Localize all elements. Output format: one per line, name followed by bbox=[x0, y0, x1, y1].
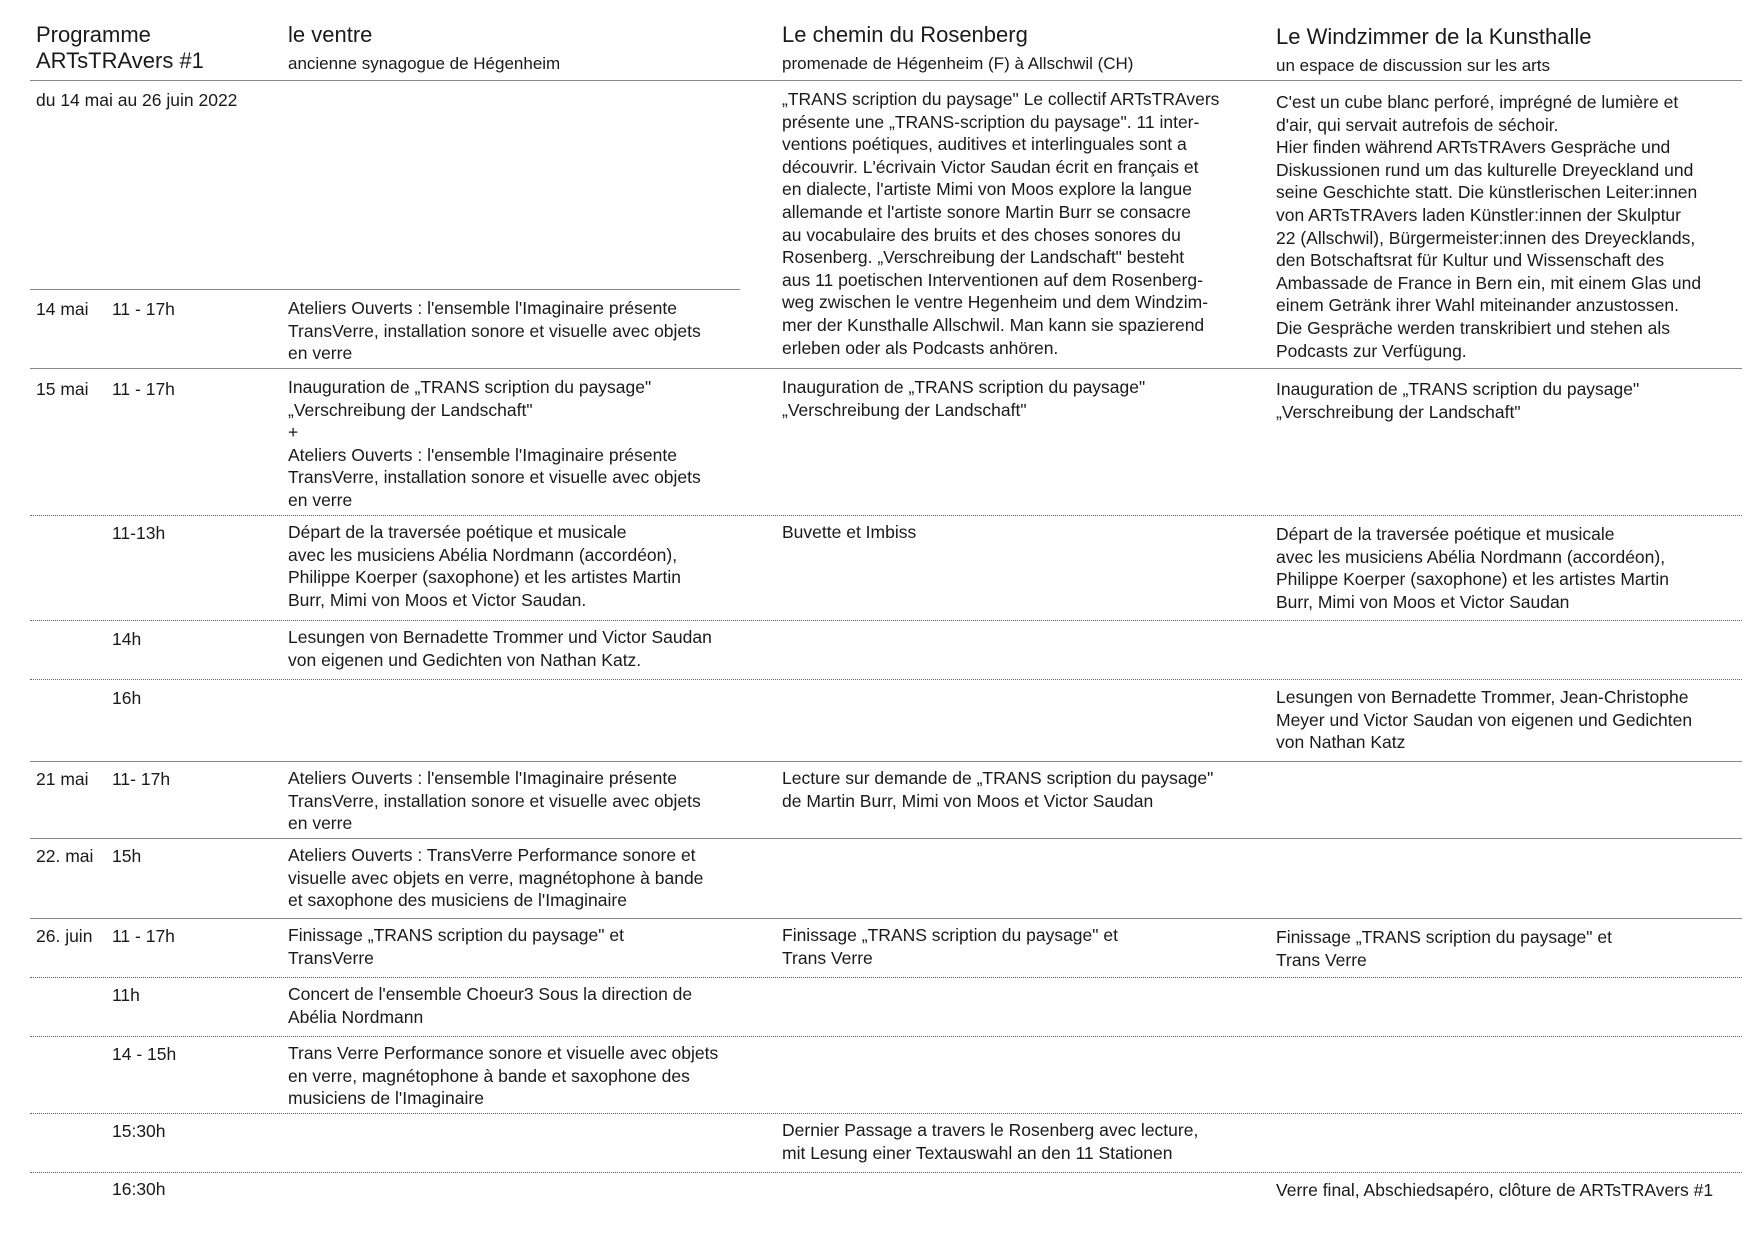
event-time: 15:30h bbox=[112, 1121, 166, 1141]
windzimmer-description: C'est un cube blanc perforé, imprégné de lumière et d'air, qui servait autrefois de séchoir. Hier finden während ARTsTRAvers Gespräche und Diskussionen rund um das kulturelle Dreyeckland und seine Geschichte statt. Die künstlerischen Leiter:innen von ARTsTRAvers laden Künstler:innen der Skulptur 22 (Allschwil), Bürgermeister:innen des Dreyecklands, den Botschaftsrat für Kultur und Wissenschaft des Ambassade de France in Bern ein, mit einem Glas und einem Getränk ihrer Wahl miteinander anzustossen. Die Gespräche werden transkribiert und stehen als Podcasts zur Verfügung. bbox=[1276, 92, 1702, 361]
event-rosenberg: Lecture sur demande de „TRANS scription du paysage" de Martin Burr, Mimi von Moos et Victor Saudan bbox=[782, 768, 1214, 811]
row-separator bbox=[30, 515, 1742, 516]
event-ventre: Finissage „TRANS scription du paysage" et TransVerre bbox=[288, 925, 624, 968]
event-ventre: Inauguration de „TRANS scription du paysage" „Verschreibung der Landschaft" + Ateliers Ouverts : l'ensemble l'Imaginaire présente TransVerre, installation sonore et visuelle avec objets en verre bbox=[288, 377, 701, 510]
rosenberg-description: „TRANS scription du paysage" Le collectif ARTsTRAvers présente une „TRANS-scription du paysage". 11 inter- ventions poétiques, auditives et interlinguales sont a découvrir. L'écrivain Victor Saudan écrit en français et en dialecte, l'artiste Mimi von Moos explore la langue allemande et l'artiste sonore Martin Burr se consacre au vocabulaire des bruits et des choses sonores du Rosenberg. „Verschreibung der Landschaft" besteht aus 11 poetischen Interventionen auf dem Rosenberg- weg zwischen le ventre Hegenheim und dem Windzim- mer der Kunsthalle Allschwil. Man kann sie spazierend erleben oder als Podcasts anhören. bbox=[782, 89, 1220, 358]
row-separator bbox=[30, 918, 1742, 919]
programme-edition: ARTsTRAvers #1 bbox=[36, 48, 204, 73]
event-time: 11 - 17h bbox=[112, 926, 175, 946]
header-rule bbox=[30, 80, 1742, 81]
event-ventre: Ateliers Ouverts : TransVerre Performance sonore et visuelle avec objets en verre, magnétophone à bande et saxophone des musiciens de l'Imaginaire bbox=[288, 845, 704, 911]
event-date: 14 mai bbox=[36, 299, 89, 319]
event-time: 11- 17h bbox=[112, 769, 171, 789]
event-ventre: Concert de l'ensemble Choeur3 Sous la direction de Abélia Nordmann bbox=[288, 984, 693, 1027]
event-ventre: Trans Verre Performance sonore et visuelle avec objets en verre, magnétophone à bande et saxophone des musiciens de l'Imaginaire bbox=[288, 1043, 719, 1109]
col-title-ventre: le ventre bbox=[288, 22, 373, 47]
event-time: 11h bbox=[112, 985, 140, 1005]
event-time: 15h bbox=[112, 846, 142, 866]
event-time: 11-13h bbox=[112, 523, 166, 543]
event-date: 21 mai bbox=[36, 769, 89, 789]
event-windzimmer: Verre final, Abschiedsapéro, clôture de ARTsTRAvers #1 bbox=[1276, 1180, 1714, 1200]
event-time: 14 - 15h bbox=[112, 1044, 177, 1064]
row-separator bbox=[30, 620, 1742, 621]
event-time: 16h bbox=[112, 688, 142, 708]
event-windzimmer: Finissage „TRANS scription du paysage" et Trans Verre bbox=[1276, 927, 1612, 970]
programme-label: Programme bbox=[36, 22, 151, 47]
row-separator bbox=[30, 977, 1742, 978]
event-windzimmer: Départ de la traversée poétique et musicale avec les musiciens Abélia Nordmann (accordéon), Philippe Koerper (saxophone) et les artistes Martin Burr, Mimi von Moos et Victor Saudan bbox=[1276, 524, 1669, 612]
festival-period: du 14 mai au 26 juin 2022 bbox=[36, 90, 238, 110]
event-time: 11 - 17h bbox=[112, 379, 175, 399]
event-date: 26. juin bbox=[36, 926, 93, 946]
row-separator bbox=[30, 1172, 1742, 1173]
event-time: 14h bbox=[112, 629, 142, 649]
event-time: 16:30h bbox=[112, 1179, 166, 1199]
event-rosenberg: Dernier Passage a travers le Rosenberg avec lecture, mit Lesung einer Textauswahl an den 11 Stationen bbox=[782, 1120, 1199, 1163]
event-date: 22. mai bbox=[36, 846, 94, 866]
event-ventre: Ateliers Ouverts : l'ensemble l'Imaginaire présente TransVerre, installation sonore et visuelle avec objets en verre bbox=[288, 298, 701, 364]
col-subtitle-rosenberg: promenade de Hégenheim (F) à Allschwil (CH) bbox=[782, 54, 1134, 73]
event-rosenberg: Inauguration de „TRANS scription du paysage" „Verschreibung der Landschaft" bbox=[782, 377, 1146, 420]
event-ventre: Départ de la traversée poétique et musicale avec les musiciens Abélia Nordmann (accordéon), Philippe Koerper (saxophone) et les artistes Martin Burr, Mimi von Moos et Victor Saudan. bbox=[288, 522, 681, 610]
row-separator bbox=[30, 761, 1742, 762]
row-separator bbox=[30, 1036, 1742, 1037]
event-rosenberg: Buvette et Imbiss bbox=[782, 522, 917, 542]
event-rosenberg: Finissage „TRANS scription du paysage" et Trans Verre bbox=[782, 925, 1118, 968]
row-separator bbox=[30, 679, 1742, 680]
event-time: 11 - 17h bbox=[112, 299, 175, 319]
event-ventre: Ateliers Ouverts : l'ensemble l'Imaginaire présente TransVerre, installation sonore et visuelle avec objets en verre bbox=[288, 768, 701, 834]
col-title-windzimmer: Le Windzimmer de la Kunsthalle bbox=[1276, 24, 1592, 49]
row-separator bbox=[30, 289, 740, 290]
event-date: 15 mai bbox=[36, 379, 89, 399]
event-windzimmer: Inauguration de „TRANS scription du paysage" „Verschreibung der Landschaft" bbox=[1276, 379, 1640, 422]
row-separator bbox=[30, 838, 1742, 839]
col-subtitle-ventre: ancienne synagogue de Hégenheim bbox=[288, 54, 561, 73]
row-separator bbox=[30, 368, 1742, 369]
col-subtitle-windzimmer: un espace de discussion sur les arts bbox=[1276, 56, 1551, 75]
event-ventre: Lesungen von Bernadette Trommer und Victor Saudan von eigenen und Gedichten von Nathan Katz. bbox=[288, 627, 712, 670]
event-windzimmer: Lesungen von Bernadette Trommer, Jean-Christophe Meyer und Victor Saudan von eigenen und Gedichten von Nathan Katz bbox=[1276, 687, 1693, 753]
col-title-rosenberg: Le chemin du Rosenberg bbox=[782, 22, 1028, 47]
row-separator bbox=[30, 1113, 1742, 1114]
